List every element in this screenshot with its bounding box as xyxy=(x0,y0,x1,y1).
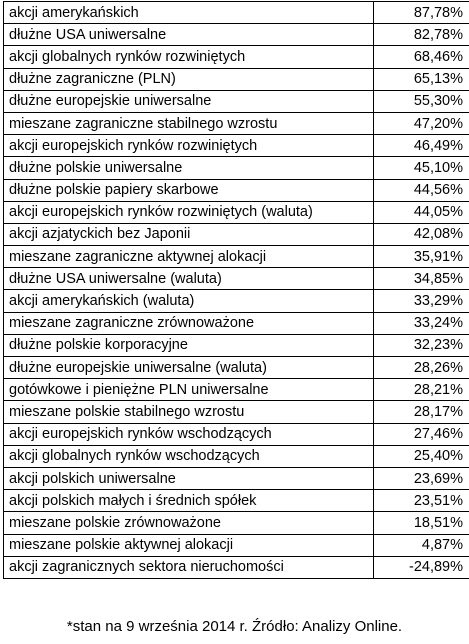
return-value-cell: 46,49% xyxy=(374,135,469,157)
fund-category-cell: akcji europejskich rynków rozwiniętych xyxy=(4,135,374,157)
return-value-cell: 34,85% xyxy=(374,268,469,290)
table-row xyxy=(4,223,469,245)
fund-category-cell: akcji globalnych rynków rozwiniętych xyxy=(4,46,374,68)
return-value-cell: 87,78% xyxy=(374,2,469,24)
table-row xyxy=(4,112,469,134)
return-value-cell: 65,13% xyxy=(374,68,469,90)
table-row xyxy=(4,334,469,356)
return-value-cell: 35,91% xyxy=(374,246,469,268)
fund-category-cell: akcji zagranicznych sektora nieruchomości xyxy=(4,556,374,578)
table-row xyxy=(4,467,469,489)
table-row xyxy=(4,90,469,112)
return-value-cell: 32,23% xyxy=(374,334,469,356)
fund-category-cell: akcji polskich małych i średnich spółek xyxy=(4,490,374,512)
return-value-cell: 33,29% xyxy=(374,290,469,312)
return-value-cell: 4,87% xyxy=(374,534,469,556)
fund-category-cell: akcji azjatyckich bez Japonii xyxy=(4,223,374,245)
fund-category-cell: mieszane polskie aktywnej alokacji xyxy=(4,534,374,556)
table-row xyxy=(4,490,469,512)
table-row xyxy=(4,423,469,445)
table-row xyxy=(4,68,469,90)
source-footnote: *stan na 9 września 2014 r. Źródło: Analizy Online. xyxy=(66,618,403,635)
return-value-cell: 45,10% xyxy=(374,157,469,179)
table-row xyxy=(4,24,469,46)
fund-category-cell: akcji europejskich rynków rozwiniętych (waluta) xyxy=(4,201,374,223)
fund-category-cell: dłużne polskie papiery skarbowe xyxy=(4,179,374,201)
fund-category-cell: mieszane polskie stabilnego wzrostu xyxy=(4,401,374,423)
return-value-cell: 44,56% xyxy=(374,179,469,201)
fund-category-cell: akcji europejskich rynków wschodzących xyxy=(4,423,374,445)
return-value-cell: 47,20% xyxy=(374,112,469,134)
table-row xyxy=(4,534,469,556)
table-row xyxy=(4,268,469,290)
table-row xyxy=(4,290,469,312)
fund-category-cell: akcji polskich uniwersalne xyxy=(4,467,374,489)
table-body xyxy=(4,2,469,579)
table-row xyxy=(4,157,469,179)
fund-category-cell: mieszane polskie zrównoważone xyxy=(4,512,374,534)
fund-returns-table xyxy=(3,1,469,579)
return-value-cell: 33,24% xyxy=(374,312,469,334)
table-row xyxy=(4,46,469,68)
return-value-cell: 28,26% xyxy=(374,357,469,379)
fund-category-cell: dłużne polskie uniwersalne xyxy=(4,157,374,179)
fund-category-cell: dłużne USA uniwersalne xyxy=(4,24,374,46)
table-row xyxy=(4,179,469,201)
table-row xyxy=(4,445,469,467)
table-row xyxy=(4,201,469,223)
table-row xyxy=(4,135,469,157)
table-row xyxy=(4,401,469,423)
table-row xyxy=(4,2,469,24)
fund-category-cell: dłużne europejskie uniwersalne (waluta) xyxy=(4,357,374,379)
return-value-cell: 55,30% xyxy=(374,90,469,112)
fund-category-cell: mieszane zagraniczne stabilnego wzrostu xyxy=(4,112,374,134)
fund-category-cell: akcji amerykańskich (waluta) xyxy=(4,290,374,312)
return-value-cell: 23,51% xyxy=(374,490,469,512)
fund-category-cell: dłużne zagraniczne (PLN) xyxy=(4,68,374,90)
table-row xyxy=(4,379,469,401)
table-row xyxy=(4,556,469,578)
fund-category-cell: mieszane zagraniczne zrównoważone xyxy=(4,312,374,334)
return-value-cell: 42,08% xyxy=(374,223,469,245)
table-row xyxy=(4,246,469,268)
fund-category-cell: akcji globalnych rynków wschodzących xyxy=(4,445,374,467)
fund-category-cell: dłużne europejskie uniwersalne xyxy=(4,90,374,112)
return-value-cell: 18,51% xyxy=(374,512,469,534)
return-value-cell: 25,40% xyxy=(374,445,469,467)
return-value-cell: 27,46% xyxy=(374,423,469,445)
table-row xyxy=(4,312,469,334)
fund-category-cell: mieszane zagraniczne aktywnej alokacji xyxy=(4,246,374,268)
return-value-cell: 28,17% xyxy=(374,401,469,423)
table-row xyxy=(4,512,469,534)
return-value-cell: 23,69% xyxy=(374,467,469,489)
return-value-cell: 28,21% xyxy=(374,379,469,401)
fund-category-cell: dłużne USA uniwersalne (waluta) xyxy=(4,268,374,290)
return-value-cell: 68,46% xyxy=(374,46,469,68)
return-value-cell: -24,89% xyxy=(374,556,469,578)
fund-category-cell: dłużne polskie korporacyjne xyxy=(4,334,374,356)
return-value-cell: 82,78% xyxy=(374,24,469,46)
fund-category-cell: akcji amerykańskich xyxy=(4,2,374,24)
return-value-cell: 44,05% xyxy=(374,201,469,223)
table-row xyxy=(4,357,469,379)
fund-category-cell: gotówkowe i pieniężne PLN uniwersalne xyxy=(4,379,374,401)
